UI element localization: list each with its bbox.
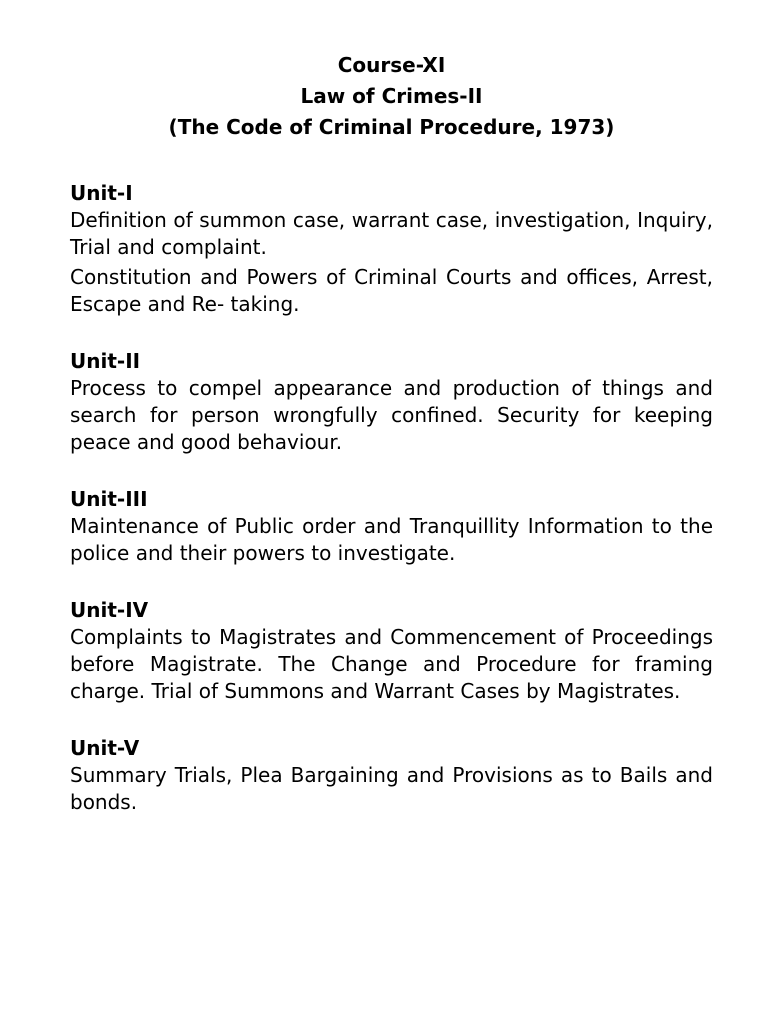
unit-paragraph: Constitution and Powers of Criminal Courts and offices, Arrest, Escape and Re- taking.: [70, 265, 713, 316]
document-header: [70, 50, 713, 143]
unit-section-5: [70, 735, 713, 816]
unit-section-1: [70, 180, 713, 318]
unit-heading: Unit-I: [70, 181, 133, 205]
course-title: Course-XI: [337, 53, 446, 77]
subject-title: Law of Crimes-II: [300, 84, 483, 108]
code-subtitle: (The Code of Criminal Procedure, 1973): [168, 115, 615, 139]
unit-paragraph: Complaints to Magistrates and Commencement of Proceedings before Magistrate. The Change and Procedure for framing charge. Trial of Summons and Warrant Cases by Magistrates.: [70, 625, 713, 703]
unit-paragraph: Definition of summon case, warrant case, investigation, Inquiry, Trial and complaint.: [70, 208, 713, 259]
unit-section-4: [70, 597, 713, 705]
unit-section-2: [70, 348, 713, 456]
unit-paragraph: Process to compel appearance and production of things and search for person wrongfully confined. Security for keeping peace and good behaviour.: [70, 376, 713, 454]
unit-section-3: [70, 486, 713, 567]
unit-heading: Unit-V: [70, 736, 140, 760]
unit-heading: Unit-IV: [70, 598, 149, 622]
unit-heading: Unit-III: [70, 487, 148, 511]
unit-paragraph: Summary Trials, Plea Bargaining and Provisions as to Bails and bonds.: [70, 763, 713, 814]
unit-heading: Unit-II: [70, 349, 141, 373]
unit-paragraph: Maintenance of Public order and Tranquillity Information to the police and their powers to investigate.: [70, 514, 713, 565]
syllabus-page: [70, 50, 713, 816]
